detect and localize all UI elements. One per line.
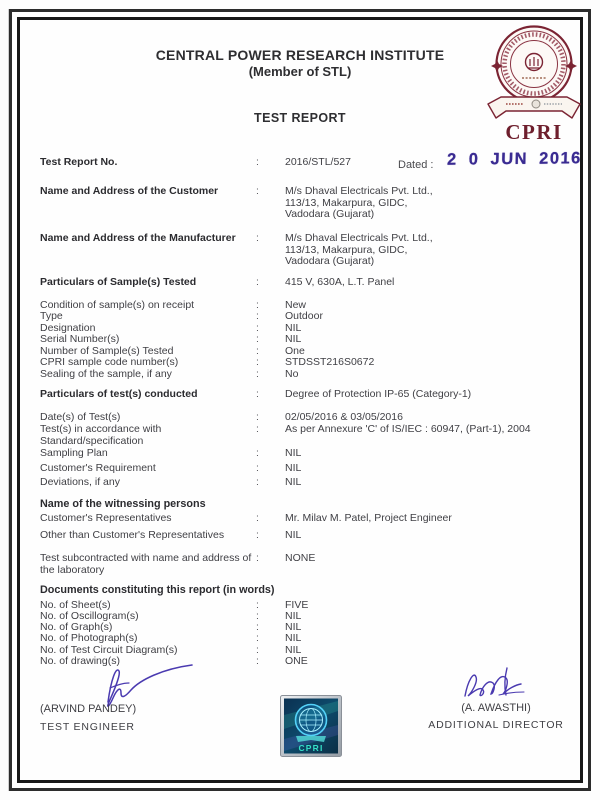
field-value: NIL (285, 529, 302, 541)
field-row-customer-rep (40, 513, 572, 525)
colon-separator (256, 600, 285, 612)
field-value: NIL (285, 333, 302, 345)
field-row-designation (40, 323, 572, 335)
field-row-accordance (40, 424, 572, 447)
field-label: Designation (40, 322, 96, 334)
field-value: No (285, 368, 299, 380)
field-label (40, 553, 256, 576)
field-label: Name and Address of the Manufacturer (40, 232, 236, 244)
field-row-sample (40, 277, 572, 289)
date-stamp: 2 0 JUN 2016 (446, 149, 583, 169)
colon-separator (256, 346, 285, 358)
hologram-label: CPRI (298, 743, 324, 753)
field-value (285, 233, 572, 268)
field-row-sealing (40, 369, 572, 381)
colon-separator (256, 622, 285, 634)
field-value: NIL (285, 610, 302, 622)
field-row-customer (40, 186, 572, 221)
field-label: Deviations, if any (40, 476, 120, 488)
customer-address-line: 113/13, Makarpura, GIDC, (285, 196, 408, 209)
signature-additional-director-icon (455, 664, 555, 704)
field-label-line: the laboratory (40, 563, 105, 576)
field-row-deviations (40, 477, 572, 489)
field-row-customer-requirement (40, 463, 572, 475)
field-row-tests-conducted (40, 389, 572, 401)
field-value: 2016/STL/527 (285, 156, 351, 168)
field-label: Sealing of the sample, if any (40, 368, 172, 380)
field-label: No. of Graph(s) (40, 621, 113, 633)
field-value (285, 186, 572, 221)
field-label-line: Standard/specification (40, 434, 144, 447)
field-value: NIL (285, 447, 302, 459)
field-label: Type (40, 310, 63, 322)
field-value: Outdoor (285, 310, 323, 322)
colon-separator (256, 553, 285, 565)
institute-name: CENTRAL POWER RESEARCH INSTITUTE (155, 47, 445, 63)
signatory-title-right: ADDITIONAL DIRECTOR (428, 719, 564, 731)
field-value: NONE (285, 552, 316, 564)
field-row-serial (40, 334, 572, 346)
field-label: Customer's Requirement (40, 462, 156, 474)
field-label: Condition of sample(s) on receipt (40, 299, 195, 311)
colon-separator (256, 656, 285, 668)
signatory-name-left: (ARVIND PANDEY) (40, 703, 137, 715)
field-value: Mr. Milav M. Patel, Project Engineer (285, 512, 452, 524)
documents-heading: Documents constituting this report (in words) (40, 584, 275, 596)
signatory-name-right: (A. AWASTHI) (461, 702, 531, 714)
manufacturer-address-line: M/s Dhaval Electricals Pvt. Ltd., (285, 232, 433, 244)
field-value: New (285, 299, 307, 311)
signatory-title-left: TEST ENGINEER (40, 721, 135, 733)
field-value: NIL (285, 632, 302, 644)
field-value: ONE (285, 655, 308, 667)
field-value: One (285, 345, 305, 357)
colon-separator (256, 300, 285, 312)
field-value: NIL (285, 322, 302, 334)
field-row-oscillograms (40, 611, 572, 623)
field-label: Serial Number(s) (40, 333, 120, 345)
field-label: Name and Address of the Customer (40, 185, 219, 197)
colon-separator (256, 389, 285, 401)
colon-separator (256, 412, 285, 424)
colon-separator (256, 334, 285, 346)
manufacturer-address-line: 113/13, Makarpura, GIDC, (285, 243, 408, 256)
colon-separator (256, 311, 285, 323)
colon-separator (256, 357, 285, 369)
colon-separator (256, 645, 285, 657)
customer-address-line: M/s Dhaval Electricals Pvt. Ltd., (285, 185, 433, 197)
field-value: STDSST216S0672 (285, 356, 375, 368)
field-value: Degree of Protection IP-65 (Category-1) (285, 388, 472, 400)
colon-separator (256, 463, 285, 475)
colon-separator (256, 633, 285, 645)
field-label: No. of Sheet(s) (40, 599, 111, 611)
field-label: Test Report No. (40, 156, 118, 168)
field-label: Customer's Representatives (40, 512, 172, 524)
field-label (40, 424, 256, 447)
field-label: No. of Test Circuit Diagram(s) (40, 644, 178, 656)
field-value: 415 V, 630A, L.T. Panel (285, 276, 395, 288)
colon-separator (256, 477, 285, 489)
customer-address-line: Vadodara (Gujarat) (285, 208, 375, 221)
colon-separator (256, 323, 285, 335)
report-title: TEST REPORT (254, 111, 346, 125)
colon-separator (256, 233, 285, 245)
field-label: No. of Oscillogram(s) (40, 610, 139, 622)
field-value: NIL (285, 476, 302, 488)
dated-label: Dated : (398, 159, 434, 171)
field-value: 02/05/2016 & 03/05/2016 (285, 411, 403, 423)
field-label: Particulars of test(s) conducted (40, 388, 198, 400)
field-row-manufacturer (40, 233, 572, 268)
signature-test-engineer-icon (80, 660, 210, 708)
colon-separator (256, 611, 285, 623)
field-label: Other than Customer's Representatives (40, 529, 225, 541)
cpri-logo-text: CPRI (505, 120, 563, 144)
field-value: FIVE (285, 599, 309, 611)
colon-separator (256, 277, 285, 289)
field-row-other-rep (40, 530, 572, 542)
colon-separator (256, 530, 285, 542)
field-label: Sampling Plan (40, 447, 108, 459)
colon-separator (256, 513, 285, 525)
field-row-type (40, 311, 572, 323)
colon-separator (256, 448, 285, 460)
field-label: Date(s) of Test(s) (40, 411, 121, 423)
field-row-sampling-plan (40, 448, 572, 460)
field-label: Number of Sample(s) Tested (40, 345, 174, 357)
field-row-test-dates (40, 412, 572, 424)
field-row-sample-code (40, 357, 572, 369)
member-line: (Member of STL) (248, 64, 352, 79)
manufacturer-address-line: Vadodara (Gujarat) (285, 255, 375, 268)
cpri-logo-seal-icon (484, 22, 584, 144)
hologram-sticker-icon (280, 695, 342, 757)
field-label-line: Test(s) in accordance with (40, 423, 162, 435)
colon-separator (256, 186, 285, 198)
witnesses-heading: Name of the witnessing persons (40, 498, 206, 510)
field-row-photographs (40, 633, 572, 645)
field-label: No. of drawing(s) (40, 655, 120, 667)
colon-separator (256, 424, 285, 436)
field-label-line: Test subcontracted with name and address of (40, 552, 252, 564)
field-label: No. of Photograph(s) (40, 632, 138, 644)
colon-separator (256, 369, 285, 381)
field-value: As per Annexure 'C' of IS/IEC : 60947, (Part-1), 2004 (285, 423, 531, 435)
field-row-subcontract (40, 553, 572, 576)
field-label: CPRI sample code number(s) (40, 356, 179, 368)
field-value: NIL (285, 644, 302, 656)
field-label: Particulars of Sample(s) Tested (40, 276, 197, 288)
field-value: NIL (285, 621, 302, 633)
colon-separator (256, 157, 285, 169)
field-value: NIL (285, 462, 302, 474)
